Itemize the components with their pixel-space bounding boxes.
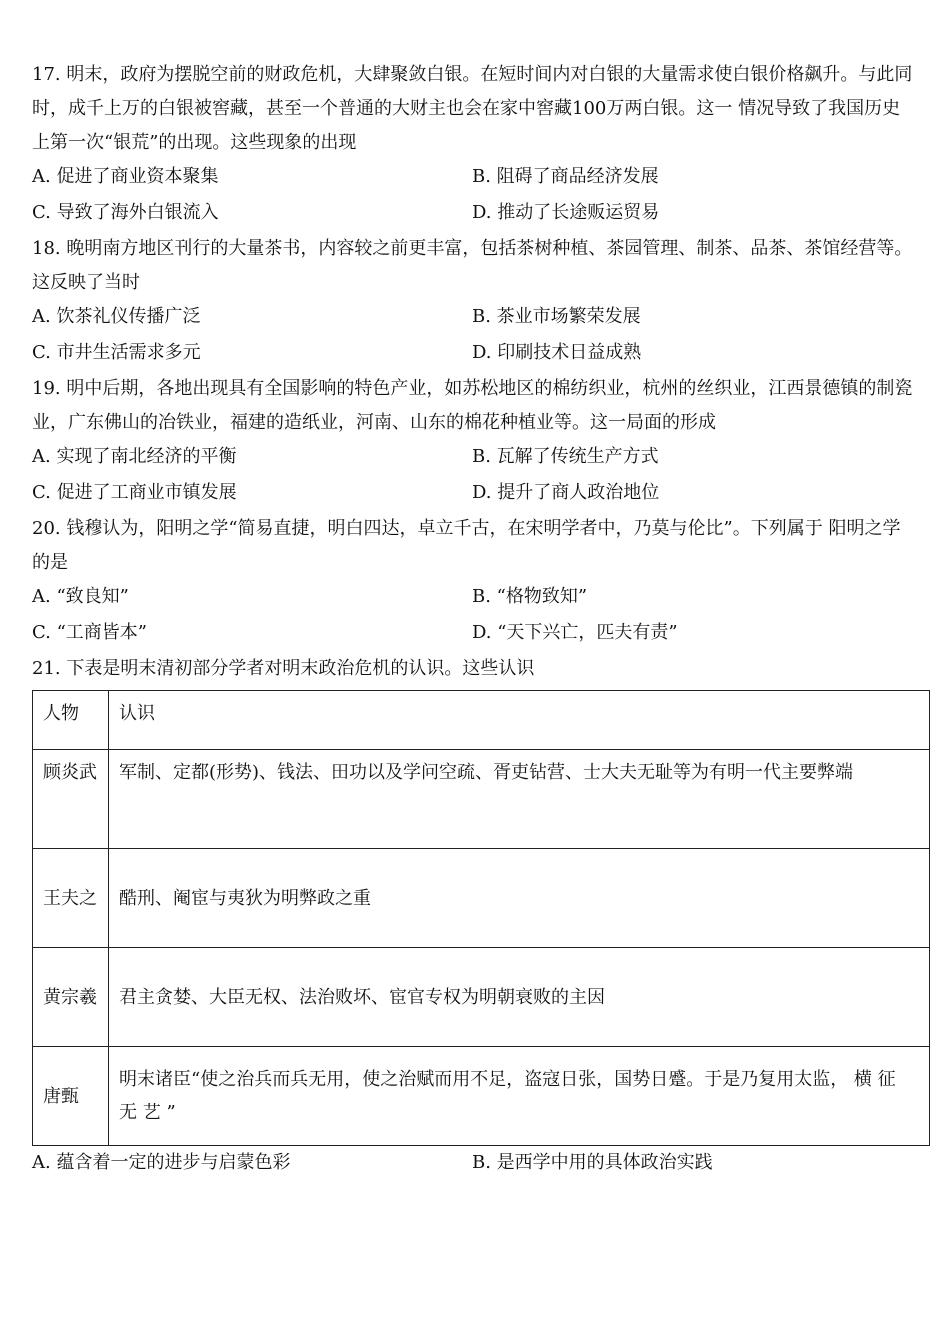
option-c[interactable]: C. “工商皆本” [32, 622, 147, 643]
view-cell: 军制、定都(形势)、钱法、田功以及学问空疏、胥吏钻营、士大夫无耻等为有明一代主要弊端 [109, 750, 930, 849]
option-c[interactable]: C. 导致了海外白银流入 [32, 202, 219, 223]
option-a[interactable]: A. 饮茶礼仪传播广泛 [32, 306, 201, 327]
options-row [32, 196, 918, 232]
option-b[interactable]: B. 瓦解了传统生产方式 [472, 446, 659, 467]
table-row [33, 1047, 930, 1146]
options-row [32, 616, 918, 652]
view-cell: 君主贪婪、大臣无权、法治败坏、宦官专权为明朝衰败的主因 [109, 948, 930, 1047]
view-cell: 明末诸臣“使之治兵而兵无用，使之治赋而用不足，盗寇日张，国势日蹙。于是乃复用太监， 横 征 无 艺 ” [109, 1047, 930, 1146]
options-row [32, 160, 918, 196]
question-17 [32, 58, 918, 232]
table-row [33, 849, 930, 948]
person-cell: 王夫之 [33, 849, 109, 948]
person-cell: 黄宗羲 [33, 948, 109, 1047]
option-b[interactable]: B. “格物致知” [472, 586, 588, 607]
option-b[interactable]: B. 是西学中用的具体政治实践 [472, 1152, 713, 1173]
exam-page [32, 58, 918, 1180]
option-d[interactable]: D. 推动了长途贩运贸易 [472, 202, 660, 223]
option-a[interactable]: A. 蕴含着一定的进步与启蒙色彩 [32, 1152, 291, 1173]
options-row [32, 300, 918, 336]
view-cell: 酷刑、阉宦与夷狄为明弊政之重 [109, 849, 930, 948]
header-view: 认识 [109, 691, 930, 750]
option-a[interactable]: A. 促进了商业资本聚集 [32, 166, 219, 187]
header-person: 人物 [33, 691, 109, 750]
question-20 [32, 512, 918, 652]
person-cell: 唐甄 [33, 1047, 109, 1146]
option-d[interactable]: D. “天下兴亡，匹夫有责” [472, 622, 678, 643]
scholars-table [32, 690, 930, 1146]
question-stem: 17. 明末，政府为摆脱空前的财政危机，大肆聚敛白银。在短时间内对白银的大量需求使白银价格飙升。与此同时，成千上万的白银被窖藏，甚至一个普通的大财主也会在家中窖藏100万两白银。这一 情况导致了我国历史上第一次“银荒”的出现。这些现象的出现 [32, 64, 913, 153]
option-c[interactable]: C. 促进了工商业市镇发展 [32, 482, 237, 503]
options-row [32, 440, 918, 476]
question-18 [32, 232, 918, 372]
table-header-row [33, 691, 930, 750]
options-row [32, 580, 918, 616]
option-d[interactable]: D. 提升了商人政治地位 [472, 482, 660, 503]
question-stem: 19. 明中后期，各地出现具有全国影响的特色产业，如苏松地区的棉纺织业，杭州的丝织业，江西景德镇的制瓷业，广东佛山的冶铁业，福建的造纸业，河南、山东的棉花种植业等。这一局面的形成 [32, 378, 913, 433]
question-stem: 20. 钱穆认为，阳明之学“简易直捷，明白四达，卓立千古，在宋明学者中，乃莫与伦比”。下列属于 阳明之学的是 [32, 518, 901, 573]
option-c[interactable]: C. 市井生活需求多元 [32, 342, 201, 363]
question-stem: 21. 下表是明末清初部分学者对明末政治危机的认识。这些认识 [32, 658, 535, 679]
person-cell: 顾炎武 [33, 750, 109, 849]
option-d[interactable]: D. 印刷技术日益成熟 [472, 342, 642, 363]
table-row [33, 948, 930, 1047]
option-a[interactable]: A. “致良知” [32, 586, 129, 607]
option-a[interactable]: A. 实现了南北经济的平衡 [32, 446, 237, 467]
table-row [33, 750, 930, 849]
option-b[interactable]: B. 茶业市场繁荣发展 [472, 306, 641, 327]
options-row [32, 1146, 918, 1180]
options-row [32, 336, 918, 372]
option-b[interactable]: B. 阻碍了商品经济发展 [472, 166, 659, 187]
question-21 [32, 652, 918, 1180]
options-row [32, 476, 918, 512]
question-stem: 18. 晚明南方地区刊行的大量茶书，内容较之前更丰富，包括茶树种植、茶园管理、制茶、品茶、茶馆经营等。这反映了当时 [32, 238, 913, 293]
question-19 [32, 372, 918, 512]
